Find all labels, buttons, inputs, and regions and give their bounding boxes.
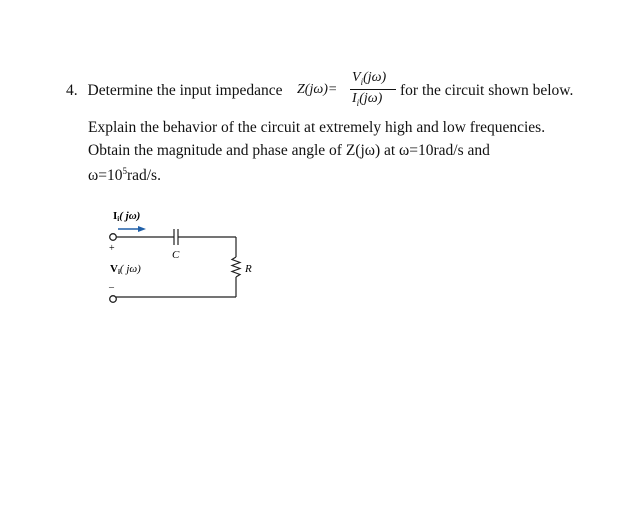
plus-sign: +: [109, 243, 115, 254]
resistor: [232, 257, 240, 277]
problem-line-4: $\omega=10^5rad/s$.: [88, 166, 161, 185]
top-terminal: [110, 234, 117, 241]
fraction-denominator: $I_i(j\omega)$: [352, 91, 383, 108]
impedance-symbol: Z(jω)=: [297, 82, 338, 97]
resistor-label: R: [245, 263, 252, 275]
capacitor-label: C: [172, 249, 180, 261]
minus-sign: –: [109, 282, 114, 293]
problem-line-2: Explain the behavior of the circuit at extremely high and low frequencies.: [88, 119, 546, 136]
problem-line-1-tail: for the circuit shown below.: [400, 82, 574, 99]
fraction-numerator: $V_i(j\omega)$: [352, 70, 387, 87]
current-arrowhead: [138, 226, 146, 232]
current-label: Ii( jω): [113, 210, 141, 223]
problem-line-3: Obtain the magnitude and phase angle of Z(jω) at ω=10rad/s and: [88, 142, 490, 159]
problem-number: 4.: [66, 82, 78, 99]
bottom-terminal: [110, 296, 117, 303]
voltage-label: Vi( jω): [110, 263, 141, 276]
problem-intro: Determine the input impedance: [87, 82, 283, 99]
